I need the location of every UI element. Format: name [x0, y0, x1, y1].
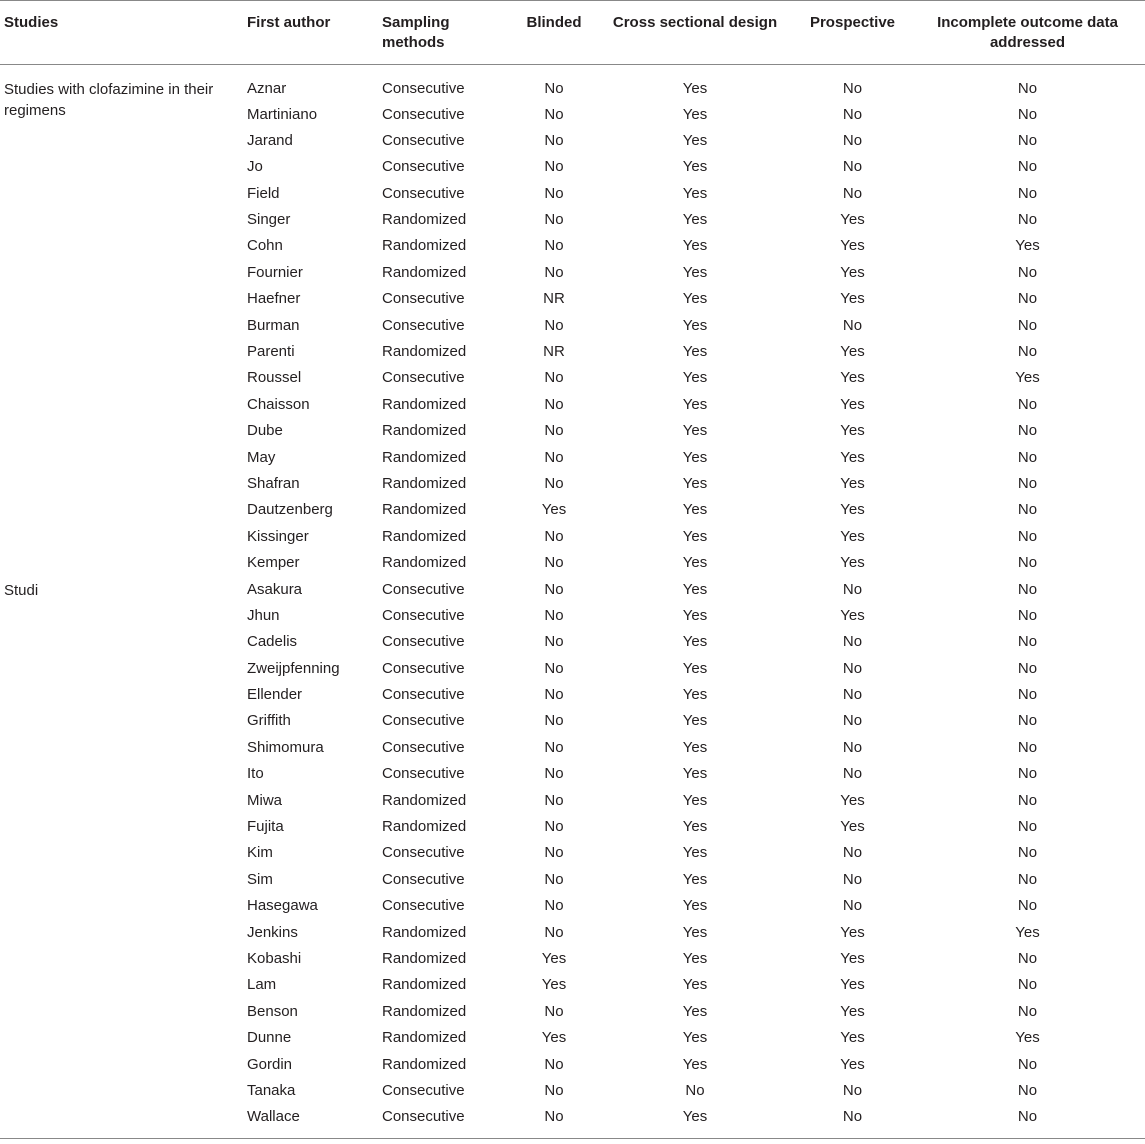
sampling-method-cell: Randomized [382, 211, 467, 229]
cross-sectional-cell: Yes [682, 316, 708, 334]
prospective-cell: Yes [840, 976, 865, 994]
first-author-cell: Roussel [247, 369, 302, 387]
sampling-method-cell: Consecutive [382, 369, 465, 387]
first-author-cell: Miwa [247, 791, 283, 809]
cross-sectional-cell: Yes [682, 791, 708, 809]
cross-sectional-cell: Yes [682, 923, 708, 941]
sampling-method-cell: Consecutive [382, 870, 465, 888]
blinded-cell: No [544, 1081, 564, 1099]
blinded-cell: No [544, 369, 564, 387]
incomplete-outcome-cell: No [1017, 606, 1038, 624]
incomplete-outcome-cell: No [1017, 422, 1038, 440]
blinded-cell: No [544, 659, 564, 677]
sampling-method-cell: Randomized [382, 976, 467, 994]
first-author-cell: Dunne [247, 1029, 292, 1047]
sampling-method-cell: Consecutive [382, 738, 465, 756]
incomplete-outcome-cell: Yes [1015, 923, 1040, 941]
cross-sectional-cell: Yes [682, 1002, 708, 1020]
blinded-cell: NR [543, 343, 565, 361]
blinded-cell: NR [543, 290, 565, 308]
first-author-cell: Fournier [247, 263, 303, 281]
prospective-cell: Yes [840, 791, 865, 809]
table-header [0, 1, 1145, 65]
prospective-cell: Yes [840, 422, 865, 440]
first-author-cell: May [247, 448, 276, 466]
incomplete-outcome-cell: No [1017, 818, 1038, 836]
incomplete-outcome-cell: No [1017, 316, 1038, 334]
first-author-cell: Jarand [247, 131, 293, 149]
prospective-cell: No [842, 897, 863, 915]
incomplete-outcome-cell: No [1017, 554, 1038, 572]
incomplete-outcome-cell: No [1017, 343, 1038, 361]
blinded-cell: No [544, 1055, 564, 1073]
prospective-cell: Yes [840, 950, 865, 967]
sampling-method-cell: Randomized [382, 343, 467, 361]
prospective-cell: No [842, 844, 863, 862]
incomplete-outcome-cell: No [1017, 1055, 1038, 1073]
incomplete-outcome-cell: No [1017, 263, 1038, 281]
incomplete-outcome-cell: No [1017, 184, 1038, 202]
prospective-cell: No [842, 1081, 863, 1099]
blinded-cell: No [544, 606, 564, 624]
blinded-cell: No [544, 844, 564, 862]
incomplete-outcome-cell: No [1017, 738, 1038, 756]
sampling-method-cell: Consecutive [382, 633, 465, 651]
blinded-cell: No [544, 263, 564, 281]
sampling-method-cell: Consecutive [382, 1081, 465, 1099]
header-sampling-methods: Sampling methods [382, 14, 450, 51]
blinded-cell: No [544, 870, 564, 888]
sampling-method-cell: Consecutive [382, 316, 465, 334]
cross-sectional-cell: Yes [682, 501, 708, 519]
cross-sectional-cell: Yes [682, 131, 708, 149]
first-author-cell: Dautzenberg [247, 501, 333, 519]
cross-sectional-cell: Yes [682, 448, 708, 466]
first-author-cell: Cadelis [247, 633, 298, 651]
table-row [0, 576, 1145, 602]
cross-sectional-cell: Yes [682, 818, 708, 836]
cross-sectional-cell: Yes [682, 554, 708, 572]
first-author-cell: Sim [247, 870, 273, 888]
prospective-cell: No [842, 1108, 863, 1126]
blinded-cell: No [544, 131, 564, 149]
cross-sectional-cell: Yes [682, 105, 708, 123]
sampling-method-cell: Consecutive [382, 105, 465, 123]
incomplete-outcome-cell: No [1017, 211, 1038, 229]
incomplete-outcome-cell: No [1017, 80, 1038, 97]
first-author-cell: Asakura [247, 580, 303, 598]
sampling-method-cell: Randomized [382, 950, 467, 967]
incomplete-outcome-cell: No [1017, 791, 1038, 809]
header-prospective: Prospective [809, 14, 896, 31]
blinded-cell: Yes [541, 976, 567, 994]
sampling-method-cell: Consecutive [382, 290, 465, 308]
incomplete-outcome-cell: Yes [1015, 369, 1040, 387]
blinded-cell: No [544, 474, 564, 492]
first-author-cell: Griffith [247, 712, 291, 730]
blinded-cell: No [544, 791, 564, 809]
first-author-cell: Lam [247, 976, 277, 994]
first-author-cell: Kemper [247, 554, 300, 572]
first-author-cell: Parenti [247, 343, 295, 361]
cross-sectional-cell: Yes [682, 211, 708, 229]
blinded-cell: No [544, 765, 564, 783]
first-author-cell: Shafran [247, 474, 300, 492]
blinded-cell: Yes [541, 501, 567, 519]
prospective-cell: Yes [840, 474, 865, 492]
blinded-cell: No [544, 738, 564, 756]
sampling-method-cell: Randomized [382, 422, 467, 440]
incomplete-outcome-cell: No [1017, 1108, 1038, 1126]
blinded-cell: No [544, 237, 564, 255]
header-cross-sectional-design: Cross sectional design [612, 14, 778, 31]
first-author-cell: Kim [247, 844, 273, 862]
blinded-cell: No [544, 395, 564, 413]
sampling-method-cell: Randomized [382, 501, 467, 519]
incomplete-outcome-cell: No [1017, 659, 1038, 677]
cross-sectional-cell: Yes [682, 343, 708, 361]
first-author-cell: Jo [247, 158, 263, 176]
blinded-cell: No [544, 686, 564, 704]
incomplete-outcome-cell: No [1017, 633, 1038, 651]
cross-sectional-cell: Yes [682, 580, 708, 598]
prospective-cell: No [842, 184, 863, 202]
blinded-cell: No [544, 554, 564, 572]
cross-sectional-cell: Yes [682, 290, 708, 308]
prospective-cell: No [842, 738, 863, 756]
sampling-method-cell: Randomized [382, 395, 467, 413]
incomplete-outcome-cell: No [1017, 712, 1038, 730]
sampling-method-cell: Randomized [382, 474, 467, 492]
first-author-cell: Shimomura [247, 738, 324, 756]
cross-sectional-cell: Yes [682, 80, 708, 97]
prospective-cell: Yes [840, 290, 865, 308]
table-body [0, 65, 1145, 1130]
incomplete-outcome-cell: No [1017, 844, 1038, 862]
first-author-cell: Ellender [247, 686, 303, 704]
table-row [0, 65, 1145, 101]
prospective-cell: Yes [840, 1029, 865, 1047]
cross-sectional-cell: Yes [682, 659, 708, 677]
first-author-cell: Martiniano [247, 105, 318, 123]
cross-sectional-cell: Yes [682, 765, 708, 783]
cross-sectional-cell: Yes [682, 263, 708, 281]
blinded-cell: No [544, 580, 564, 598]
prospective-cell: No [842, 686, 863, 704]
cross-sectional-cell: Yes [682, 606, 708, 624]
incomplete-outcome-cell: No [1017, 290, 1038, 308]
first-author-cell: Chaisson [247, 395, 310, 413]
incomplete-outcome-cell: No [1017, 395, 1038, 413]
first-author-cell: Fujita [247, 818, 284, 836]
sampling-method-cell: Consecutive [382, 606, 465, 624]
incomplete-outcome-cell: No [1017, 765, 1038, 783]
prospective-cell: No [842, 105, 863, 123]
first-author-cell: Kobashi [247, 950, 302, 967]
incomplete-outcome-cell: No [1017, 870, 1038, 888]
cross-sectional-cell: Yes [682, 738, 708, 756]
blinded-cell: No [544, 712, 564, 730]
cross-sectional-cell: Yes [682, 184, 708, 202]
cross-sectional-cell: Yes [682, 712, 708, 730]
sampling-method-cell: Randomized [382, 818, 467, 836]
prospective-cell: Yes [840, 343, 865, 361]
header-row [0, 1, 1145, 65]
blinded-cell: No [544, 527, 564, 545]
bottom-rule [0, 1138, 1145, 1139]
sampling-method-cell: Consecutive [382, 659, 465, 677]
cross-sectional-cell: Yes [682, 844, 708, 862]
first-author-cell: Cohn [247, 237, 283, 255]
blinded-cell: No [544, 422, 564, 440]
sampling-method-cell: Consecutive [382, 712, 465, 730]
cross-sectional-cell: Yes [682, 422, 708, 440]
cross-sectional-cell: Yes [682, 474, 708, 492]
sampling-method-cell: Consecutive [382, 1108, 465, 1126]
prospective-cell: No [842, 870, 863, 888]
first-author-cell: Haefner [247, 290, 301, 308]
prospective-cell: Yes [840, 369, 865, 387]
first-author-cell: Kissinger [247, 527, 309, 545]
sampling-method-cell: Consecutive [382, 765, 465, 783]
cross-sectional-cell: Yes [682, 976, 708, 994]
prospective-cell: Yes [840, 554, 865, 572]
cross-sectional-cell: Yes [682, 1055, 708, 1073]
header-incomplete-outcome: Incomplete outcome data addressed [937, 14, 1118, 51]
incomplete-outcome-cell: No [1017, 158, 1038, 176]
cross-sectional-cell: Yes [682, 237, 708, 255]
incomplete-outcome-cell: No [1017, 950, 1038, 967]
incomplete-outcome-cell: No [1017, 448, 1038, 466]
prospective-cell: No [842, 580, 863, 598]
prospective-cell: Yes [840, 448, 865, 466]
prospective-cell: Yes [840, 263, 865, 281]
prospective-cell: Yes [840, 527, 865, 545]
first-author-cell: Dube [247, 422, 283, 440]
cross-sectional-cell: No [685, 1081, 705, 1099]
incomplete-outcome-cell: Yes [1015, 1029, 1040, 1047]
cross-sectional-cell: Yes [682, 1108, 708, 1126]
first-author-cell: Field [247, 184, 280, 202]
header-blinded: Blinded [526, 14, 582, 31]
prospective-cell: Yes [840, 606, 865, 624]
prospective-cell: Yes [840, 501, 865, 519]
prospective-cell: No [842, 633, 863, 651]
first-author-cell: Jhun [247, 606, 280, 624]
prospective-cell: Yes [840, 395, 865, 413]
incomplete-outcome-cell: No [1017, 527, 1038, 545]
blinded-cell: No [544, 448, 564, 466]
sampling-method-cell: Consecutive [382, 580, 465, 598]
cross-sectional-cell: Yes [682, 950, 708, 967]
first-author-cell: Singer [247, 211, 291, 229]
incomplete-outcome-cell: No [1017, 686, 1038, 704]
prospective-cell: No [842, 80, 863, 97]
blinded-cell: No [544, 105, 564, 123]
cross-sectional-cell: Yes [682, 686, 708, 704]
header-first-author: First author [247, 14, 331, 31]
sampling-method-cell: Randomized [382, 448, 467, 466]
cross-sectional-cell: Yes [682, 158, 708, 176]
first-author-cell: Hasegawa [247, 897, 318, 915]
sampling-method-cell: Randomized [382, 237, 467, 255]
blinded-cell: No [544, 1002, 564, 1020]
first-author-cell: Jenkins [247, 923, 298, 941]
incomplete-outcome-cell: No [1017, 501, 1038, 519]
prospective-cell: Yes [840, 818, 865, 836]
prospective-cell: No [842, 316, 863, 334]
sampling-method-cell: Consecutive [382, 184, 465, 202]
sampling-method-cell: Randomized [382, 1029, 467, 1047]
incomplete-outcome-cell: No [1017, 105, 1038, 123]
prospective-cell: No [842, 712, 863, 730]
sampling-method-cell: Consecutive [382, 844, 465, 862]
incomplete-outcome-cell: No [1017, 580, 1038, 598]
blinded-cell: No [544, 184, 564, 202]
first-author-cell: Burman [247, 316, 300, 334]
cross-sectional-cell: Yes [682, 897, 708, 915]
blinded-cell: No [544, 818, 564, 836]
blinded-cell: No [544, 80, 564, 97]
first-author-cell: Benson [247, 1002, 298, 1020]
study-group-label: Studi [4, 581, 39, 599]
sampling-method-cell: Consecutive [382, 80, 465, 97]
cross-sectional-cell: Yes [682, 527, 708, 545]
prospective-cell: Yes [840, 923, 865, 941]
sampling-method-cell: Randomized [382, 263, 467, 281]
sampling-method-cell: Randomized [382, 1002, 467, 1020]
cross-sectional-cell: Yes [682, 369, 708, 387]
sampling-method-cell: Consecutive [382, 686, 465, 704]
cross-sectional-cell: Yes [682, 1029, 708, 1047]
blinded-cell: No [544, 158, 564, 176]
sampling-method-cell: Randomized [382, 791, 467, 809]
prospective-cell: Yes [840, 211, 865, 229]
blinded-cell: No [544, 1108, 564, 1126]
first-author-cell: Zweijpfenning [247, 659, 340, 677]
incomplete-outcome-cell: Yes [1015, 237, 1040, 255]
incomplete-outcome-cell: No [1017, 131, 1038, 149]
prospective-cell: No [842, 131, 863, 149]
blinded-cell: No [544, 923, 564, 941]
blinded-cell: Yes [541, 950, 567, 967]
cross-sectional-cell: Yes [682, 633, 708, 651]
prospective-cell: Yes [840, 1002, 865, 1020]
sampling-method-cell: Randomized [382, 1055, 467, 1073]
incomplete-outcome-cell: No [1017, 474, 1038, 492]
first-author-cell: Tanaka [247, 1081, 296, 1099]
first-author-cell: Ito [247, 765, 264, 783]
blinded-cell: No [544, 633, 564, 651]
sampling-method-cell: Consecutive [382, 131, 465, 149]
sampling-method-cell: Randomized [382, 554, 467, 572]
incomplete-outcome-cell: No [1017, 897, 1038, 915]
blinded-cell: No [544, 316, 564, 334]
cross-sectional-cell: Yes [682, 870, 708, 888]
study-group-label: Studies with clofazimine in their regimens [4, 81, 214, 119]
incomplete-outcome-cell: No [1017, 976, 1038, 994]
prospective-cell: No [842, 659, 863, 677]
first-author-cell: Wallace [247, 1108, 300, 1126]
prospective-cell: Yes [840, 1055, 865, 1073]
first-author-cell: Gordin [247, 1055, 293, 1073]
prospective-cell: No [842, 158, 863, 176]
sampling-method-cell: Randomized [382, 923, 467, 941]
first-author-cell: Aznar [247, 80, 287, 97]
incomplete-outcome-cell: No [1017, 1002, 1038, 1020]
prospective-cell: Yes [840, 237, 865, 255]
header-studies: Studies [4, 14, 59, 31]
prospective-cell: No [842, 765, 863, 783]
blinded-cell: No [544, 211, 564, 229]
sampling-method-cell: Consecutive [382, 897, 465, 915]
blinded-cell: No [544, 897, 564, 915]
blinded-cell: Yes [541, 1029, 567, 1047]
sampling-method-cell: Consecutive [382, 158, 465, 176]
sampling-method-cell: Randomized [382, 527, 467, 545]
incomplete-outcome-cell: No [1017, 1081, 1038, 1099]
cross-sectional-cell: Yes [682, 395, 708, 413]
